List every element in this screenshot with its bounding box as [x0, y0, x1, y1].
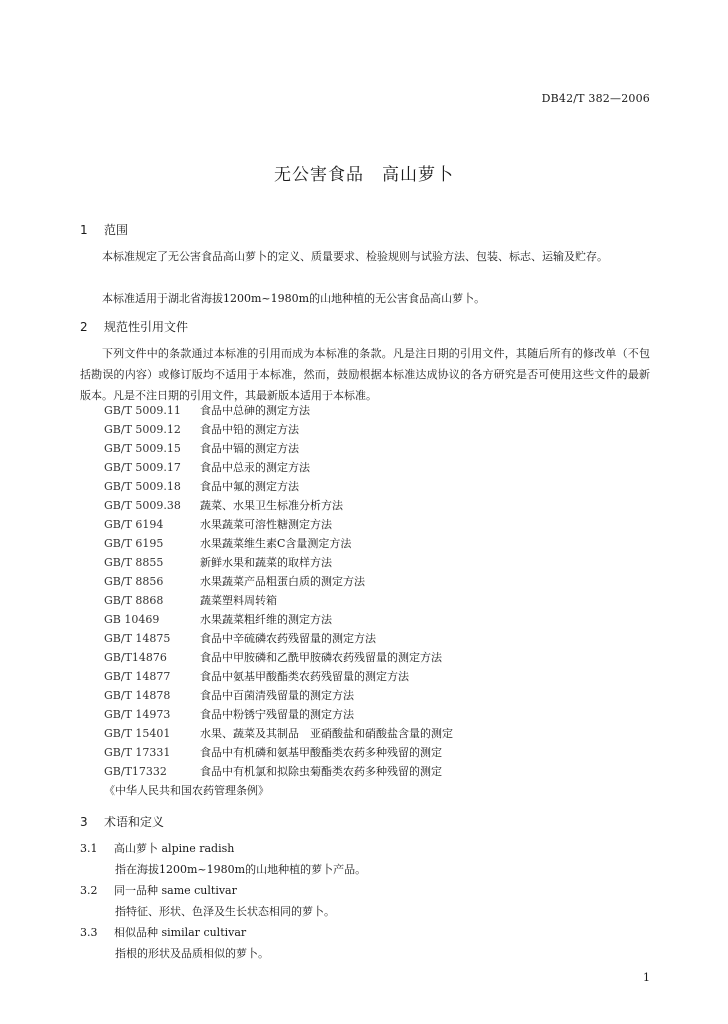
reference-code: GB/T 14875 — [104, 632, 171, 645]
page-number: 1 — [643, 971, 650, 984]
reference-name: 水果蔬菜维生素C含量测定方法 — [200, 537, 352, 550]
reference-item — [104, 687, 354, 703]
section-heading-terms — [80, 813, 164, 830]
reference-code: GB/T 8868 — [104, 594, 164, 607]
reference-item — [104, 554, 332, 570]
section-number: 3 — [80, 815, 88, 829]
term-name: 高山萝卜 alpine radish — [114, 842, 235, 855]
term-heading — [80, 840, 234, 856]
reference-item — [104, 763, 442, 779]
term-number: 3.1 — [80, 842, 98, 855]
reference-code: GB/T 14878 — [104, 689, 171, 702]
reference-code: GB/T 14973 — [104, 708, 171, 721]
term-name: 相似品种 similar cultivar — [114, 926, 247, 939]
reference-item — [104, 744, 442, 760]
section-title: 规范性引用文件 — [104, 320, 189, 334]
reference-item — [104, 516, 332, 532]
reference-code: GB/T 5009.17 — [104, 461, 181, 474]
reference-name: 新鲜水果和蔬菜的取样方法 — [200, 556, 332, 569]
reference-item — [104, 535, 351, 551]
reference-name: 水果蔬菜粗纤维的测定方法 — [200, 613, 332, 626]
reference-name: 水果蔬菜产品粗蛋白质的测定方法 — [200, 575, 365, 588]
term-heading — [80, 924, 246, 940]
reference-name: 食品中总砷的测定方法 — [200, 404, 310, 417]
reference-name: 蔬菜、水果卫生标准分析方法 — [200, 499, 343, 512]
term-definition: 指特征、形状、色泽及生长状态相同的萝卜。 — [115, 905, 335, 918]
reference-name: 蔬菜塑料周转箱 — [200, 594, 277, 607]
section-title: 范围 — [104, 223, 129, 237]
reference-name: 食品中总汞的测定方法 — [200, 461, 310, 474]
reference-item — [104, 706, 354, 722]
section-title: 术语和定义 — [104, 815, 165, 829]
reference-item — [104, 497, 343, 513]
reference-item — [104, 402, 310, 418]
reference-name: 食品中甲胺磷和乙酰甲胺磷农药残留量的测定方法 — [200, 651, 442, 664]
reference-code: GB/T 5009.18 — [104, 480, 181, 493]
reference-code: GB/T14876 — [104, 651, 167, 664]
standard-code: DB42/T 382—2006 — [541, 92, 650, 105]
reference-name: 食品中辛硫磷农药残留量的测定方法 — [200, 632, 376, 645]
reference-code: GB/T 5009.38 — [104, 499, 181, 512]
term-heading — [80, 882, 237, 898]
term-name: 同一品种 same cultivar — [114, 884, 237, 897]
reference-code: GB/T 17331 — [104, 746, 171, 759]
term-definition: 指根的形状及品质相似的萝卜。 — [115, 947, 269, 960]
reference-name: 食品中有机氯和拟除虫菊酯类农药多种残留的测定 — [200, 765, 442, 778]
reference-item — [104, 611, 332, 627]
reference-code: GB/T 5009.11 — [104, 404, 181, 417]
reference-name: 食品中百菌清残留量的测定方法 — [200, 689, 354, 702]
reference-code: GB 10469 — [104, 613, 160, 626]
scope-paragraph-1: 本标准规定了无公害食品高山萝卜的定义、质量要求、检验规则与试验方法、包装、标志、运输及贮存。 — [102, 250, 608, 263]
reference-code: GB/T 8855 — [104, 556, 164, 569]
reference-code: GB/T 6195 — [104, 537, 164, 550]
reference-name: 水果、蔬菜及其制品 亚硝酸盐和硝酸盐含量的测定 — [200, 727, 453, 740]
reference-item — [104, 459, 310, 475]
section-number: 1 — [80, 223, 88, 237]
reference-code: GB/T 6194 — [104, 518, 164, 531]
document-title: 无公害食品 高山萝卜 — [274, 165, 454, 185]
reference-name: 食品中镉的测定方法 — [200, 442, 299, 455]
reference-item — [104, 478, 299, 494]
reference-name: 食品中氨基甲酸酯类农药残留量的测定方法 — [200, 670, 409, 683]
reference-name: 食品中铅的测定方法 — [200, 423, 299, 436]
reference-code: GB/T17332 — [104, 765, 167, 778]
reference-name: 水果蔬菜可溶性糖测定方法 — [200, 518, 332, 531]
reference-item — [104, 440, 299, 456]
reference-item — [104, 649, 442, 665]
reference-item — [104, 630, 376, 646]
reference-item — [104, 573, 365, 589]
reference-item — [104, 421, 299, 437]
reference-code: GB/T 15401 — [104, 727, 171, 740]
reference-name: 《中华人民共和国农药管理条例》 — [104, 784, 269, 797]
section-heading-normative-references — [80, 318, 188, 335]
reference-item — [104, 782, 269, 798]
reference-code: GB/T 14877 — [104, 670, 171, 683]
reference-item — [104, 725, 453, 741]
reference-item — [104, 592, 277, 608]
normative-references-intro: 下列文件中的条款通过本标准的引用而成为本标准的条款。凡是注日期的引用文件，其随后所有的修改单（不包括勘误的内容）或修订版均不适用于本标准，然而，鼓励根据本标准达成协议的各方研究是否可使用这些文件的最新版本。凡是不注日期的引用文件，其最新版本适用于本标准。 — [80, 347, 650, 402]
reference-code: GB/T 5009.12 — [104, 423, 181, 436]
term-definition: 指在海拔1200m~1980m的山地种植的萝卜产品。 — [115, 863, 367, 876]
reference-name: 食品中氟的测定方法 — [200, 480, 299, 493]
term-number: 3.3 — [80, 926, 98, 939]
section-heading-scope — [80, 221, 128, 238]
reference-code: GB/T 5009.15 — [104, 442, 181, 455]
reference-name: 食品中粉锈宁残留量的测定方法 — [200, 708, 354, 721]
scope-paragraph-2: 本标准适用于湖北省海拔1200m~1980m的山地种植的无公害食品高山萝卜。 — [102, 292, 486, 305]
reference-code: GB/T 8856 — [104, 575, 164, 588]
section-number: 2 — [80, 320, 88, 334]
reference-item — [104, 668, 409, 684]
term-number: 3.2 — [80, 884, 98, 897]
reference-name: 食品中有机磷和氨基甲酸酯类农药多种残留的测定 — [200, 746, 442, 759]
